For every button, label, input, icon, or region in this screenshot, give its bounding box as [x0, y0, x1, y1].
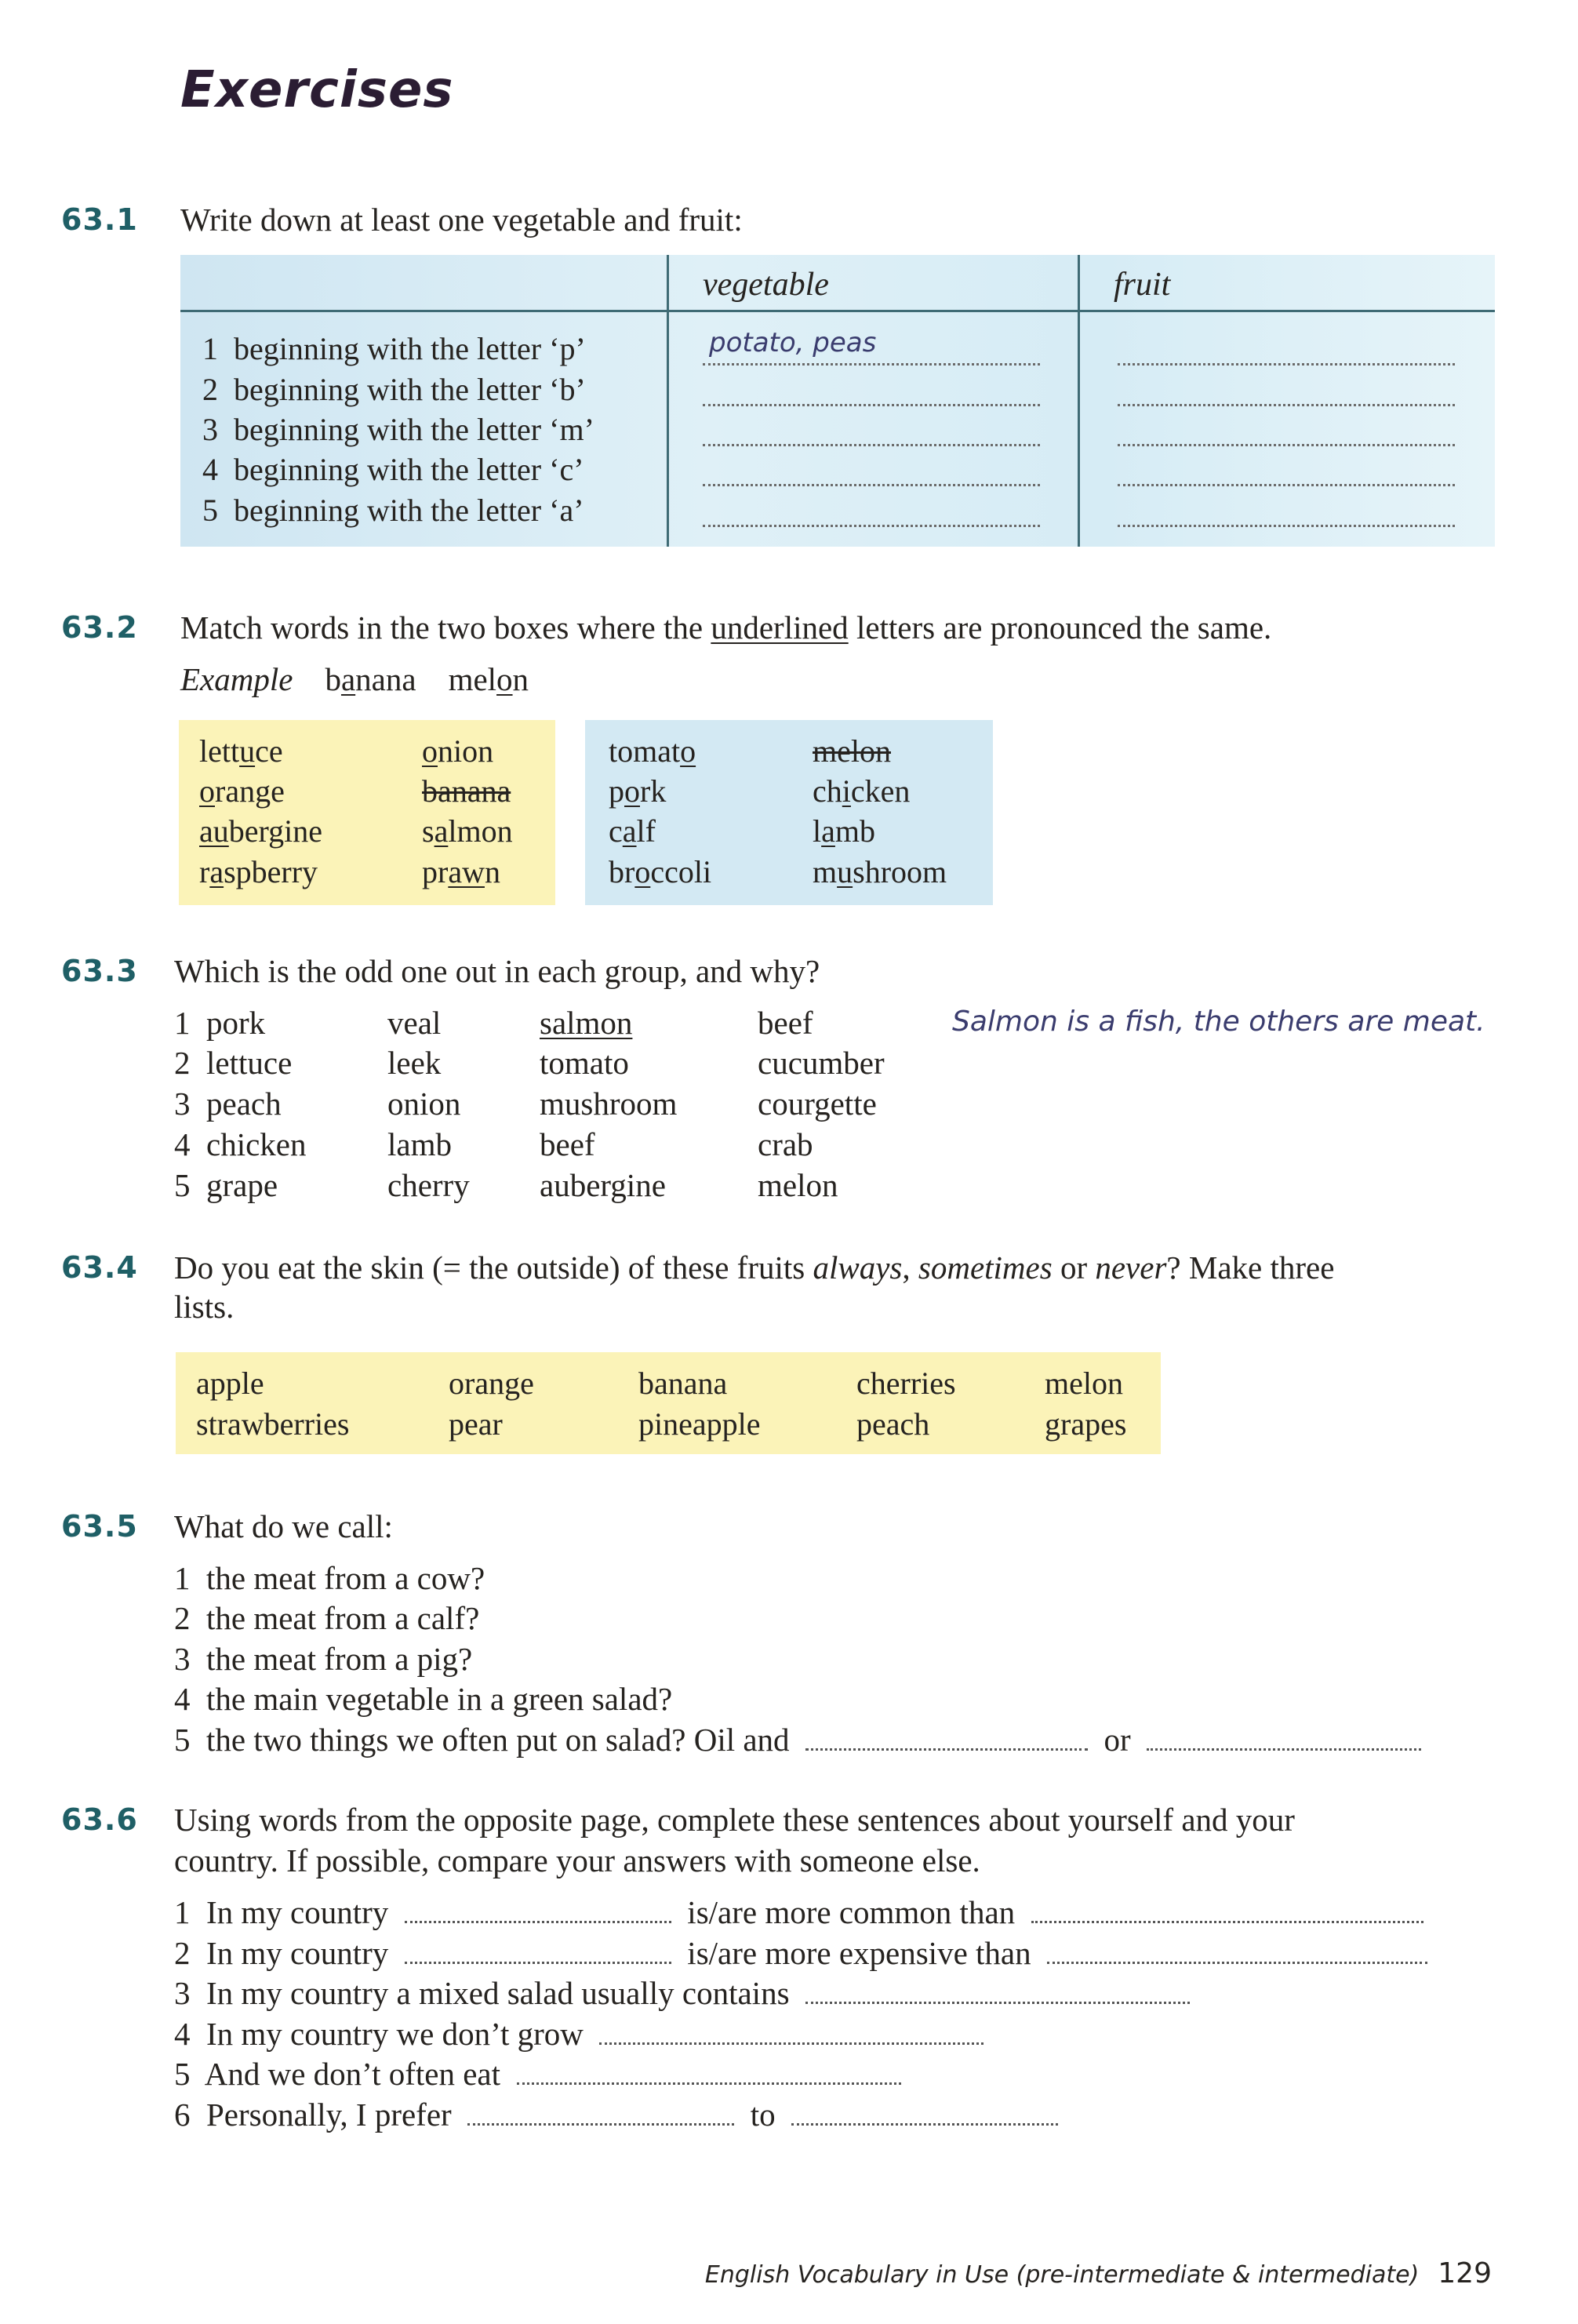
word-item: orange: [199, 773, 285, 809]
page-number: 129: [1438, 2257, 1492, 2289]
list-item: mushroom: [540, 1086, 678, 1122]
exercise-number: 63.4: [61, 1250, 138, 1285]
list-item: 5 grape: [174, 1167, 278, 1203]
list-item: 1 pork: [174, 1005, 266, 1041]
word-item: chicken: [813, 773, 911, 809]
answer-blank[interactable]: [791, 2115, 1058, 2126]
list-item: 3 peach: [174, 1086, 282, 1122]
column-header-vegetable: vegetable: [703, 267, 829, 303]
exercise-prompt: What do we call:: [174, 1508, 393, 1544]
list-item: 4 In my country we don’t grow: [174, 2015, 984, 2053]
example-line: Example banana melon: [180, 661, 529, 697]
list-item: lamb: [387, 1126, 452, 1162]
answer-blank[interactable]: [805, 1994, 1190, 2004]
list-item: 1 In my country is/are more common than: [174, 1893, 1423, 1931]
word-item: melon: [1045, 1366, 1123, 1401]
exercise-prompt-continued: country. If possible, compare your answers with someone else.: [174, 1842, 980, 1878]
word-item: peach: [856, 1406, 930, 1442]
list-item: leek: [387, 1045, 442, 1081]
word-item-crossed-out: melon: [813, 733, 891, 769]
exercise-prompt: Using words from the opposite page, complete these sentences about yourself and your: [174, 1802, 1295, 1838]
answer-blank[interactable]: [467, 2115, 734, 2126]
word-item: prawn: [422, 854, 500, 889]
fruit-answer-field[interactable]: [1118, 493, 1455, 527]
vegetable-fruit-table: [180, 255, 1495, 547]
exercise-prompt-continued: lists.: [174, 1289, 235, 1325]
list-item: tomato: [540, 1045, 629, 1081]
table-row: 1 beginning with the letter ‘p’: [202, 331, 586, 366]
exercise-number: 63.2: [61, 610, 138, 645]
exercise-number: 63.6: [61, 1802, 138, 1837]
word-item: aubergine: [199, 813, 322, 849]
list-item: 4 the main vegetable in a green salad?: [174, 1681, 673, 1717]
answer-blank[interactable]: [1047, 1954, 1427, 1964]
answer-blank[interactable]: [1031, 1913, 1423, 1923]
list-item: 6 Personally, I prefer to: [174, 2096, 1058, 2133]
vegetable-answer-field[interactable]: [703, 413, 1040, 446]
list-item: courgette: [758, 1086, 877, 1122]
list-item: 4 chicken: [174, 1126, 307, 1162]
handwritten-answer: potato, peas: [709, 327, 877, 358]
table-row: 3 beginning with the letter ‘m’: [202, 412, 594, 447]
book-title: English Vocabulary in Use (pre-intermediate & intermediate): [704, 2261, 1420, 2289]
list-item: onion: [387, 1086, 461, 1122]
table-row: 5 beginning with the letter ‘a’: [202, 493, 584, 528]
word-item: pork: [609, 773, 667, 809]
page-footer: [705, 2257, 1492, 2289]
table-header-rule: [180, 310, 1495, 312]
answer-blank[interactable]: [405, 1954, 671, 1964]
word-item-crossed-out: banana: [422, 773, 511, 809]
list-item: cherry: [387, 1167, 470, 1203]
word-item: lettuce: [199, 733, 283, 769]
list-item: melon: [758, 1167, 838, 1203]
word-item: onion: [422, 733, 494, 769]
word-item: banana: [638, 1366, 728, 1401]
list-item-selected: salmon: [540, 1005, 633, 1041]
list-item: cucumber: [758, 1045, 885, 1081]
word-item: tomato: [609, 733, 696, 769]
vegetable-answer-field[interactable]: [703, 493, 1040, 527]
vegetable-answer-field[interactable]: [703, 327, 1040, 366]
list-item: beef: [540, 1126, 595, 1162]
table-row: 2 beginning with the letter ‘b’: [202, 372, 586, 407]
list-item: beef: [758, 1005, 813, 1041]
handwritten-answer: Salmon is a fish, the others are meat.: [952, 1006, 1485, 1038]
answer-blank[interactable]: [517, 2075, 901, 2085]
word-item: calf: [609, 813, 656, 849]
list-item: 5 the two things we often put on salad? Oil and or: [174, 1721, 1421, 1758]
word-item: broccoli: [609, 854, 712, 889]
word-item: orange: [449, 1366, 534, 1401]
list-item: 2 the meat from a calf?: [174, 1600, 480, 1636]
list-item: crab: [758, 1126, 813, 1162]
exercise-prompt: Which is the odd one out in each group, and why?: [174, 953, 820, 989]
fruit-answer-field[interactable]: [1118, 373, 1455, 406]
exercise-number: 63.1: [61, 202, 138, 237]
list-item: 2 In my country is/are more expensive than: [174, 1934, 1427, 1972]
list-item: aubergine: [540, 1167, 666, 1203]
table-divider: [1078, 255, 1080, 547]
word-item: mushroom: [813, 854, 947, 889]
word-item: pineapple: [638, 1406, 761, 1442]
list-item: 2 lettuce: [174, 1045, 293, 1081]
word-item: apple: [196, 1366, 264, 1401]
answer-blank[interactable]: [1147, 1740, 1421, 1751]
table-row: 4 beginning with the letter ‘c’: [202, 452, 584, 487]
vegetable-answer-field[interactable]: [703, 453, 1040, 486]
list-item: veal: [387, 1005, 442, 1041]
exercise-prompt: Do you eat the skin (= the outside) of these fruits always, sometimes or never? Make three: [174, 1249, 1335, 1286]
word-item: raspberry: [199, 854, 318, 889]
answer-blank[interactable]: [405, 1913, 671, 1923]
exercise-prompt: Match words in the two boxes where the underlined letters are pronounced the same.: [180, 609, 1272, 646]
list-item: 3 In my country a mixed salad usually contains: [174, 1974, 1190, 2012]
word-item: pear: [449, 1406, 503, 1442]
table-divider: [667, 255, 669, 547]
word-item: cherries: [856, 1366, 956, 1401]
fruit-answer-field[interactable]: [1118, 453, 1455, 486]
vegetable-answer-field[interactable]: [703, 373, 1040, 406]
list-item: 5 And we don’t often eat: [174, 2055, 901, 2093]
word-item: grapes: [1045, 1406, 1127, 1442]
list-item: 1 the meat from a cow?: [174, 1560, 485, 1596]
list-item: 3 the meat from a pig?: [174, 1641, 473, 1677]
answer-blank[interactable]: [805, 1740, 1088, 1751]
exercise-prompt: Write down at least one vegetable and fruit:: [180, 202, 743, 238]
column-header-fruit: fruit: [1114, 267, 1171, 303]
answer-blank[interactable]: [599, 2035, 984, 2045]
word-item: strawberries: [196, 1406, 350, 1442]
page-title: Exercises: [180, 61, 454, 119]
word-item: salmon: [422, 813, 513, 849]
word-item: lamb: [813, 813, 876, 849]
exercise-number: 63.3: [61, 954, 138, 988]
exercise-number: 63.5: [61, 1509, 138, 1544]
fruit-answer-field[interactable]: [1118, 332, 1455, 366]
fruit-answer-field[interactable]: [1118, 413, 1455, 446]
